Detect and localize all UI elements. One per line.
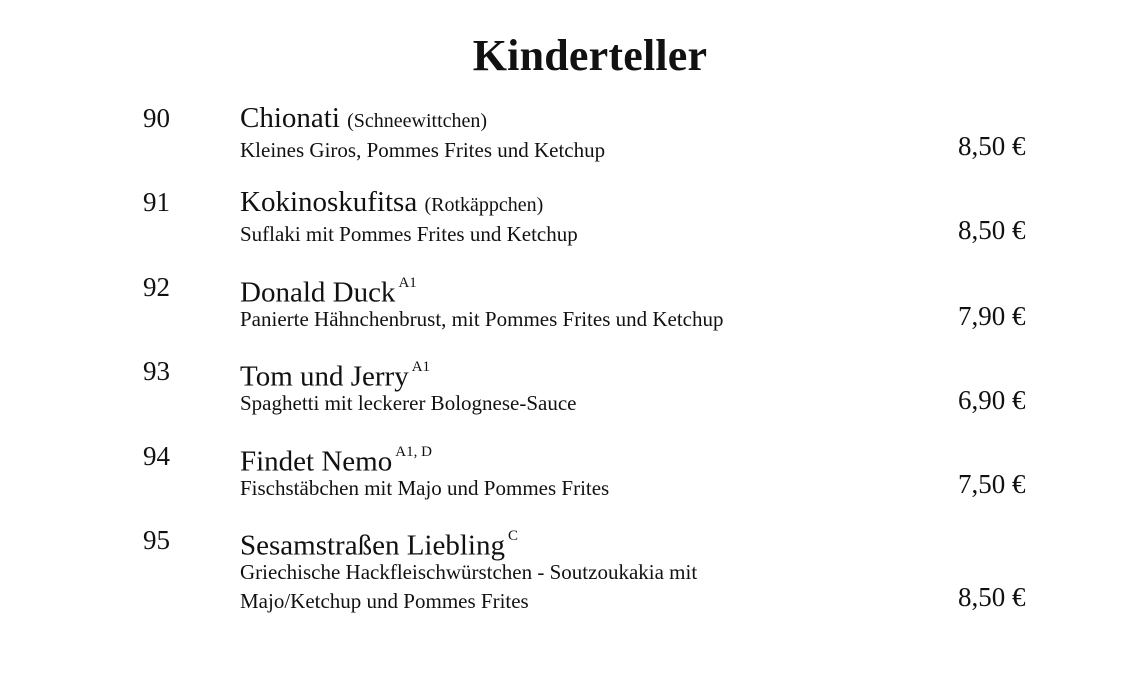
item-description: Fischstäbchen mit Majo und Pommes Frites [240, 476, 610, 500]
menu-title: Kinderteller [472, 31, 708, 80]
item-description: Spaghetti mit leckerer Bolognese-Sauce [240, 391, 577, 415]
item-description: Panierte Hähnchenbrust, mit Pommes Frites und Ketchup [240, 307, 724, 331]
item-name-line [240, 187, 543, 220]
item-name-line [240, 103, 487, 136]
item-name: Donald Duck [240, 276, 396, 309]
item-allergens: C [507, 528, 518, 544]
item-name-line [240, 441, 432, 477]
item-name-line [240, 356, 430, 392]
item-number: 91 [143, 187, 170, 217]
item-price: 7,50 € [958, 469, 1026, 499]
item-price: 6,90 € [958, 385, 1026, 415]
item-number: 93 [143, 356, 170, 386]
item-name: Chionati [240, 102, 340, 134]
item-name: Findet Nemo [240, 445, 393, 478]
item-allergens: A1 [398, 275, 417, 291]
item-number: 94 [143, 441, 170, 471]
item-name: Tom und Jerry [240, 360, 409, 393]
item-allergens: A1, D [395, 444, 432, 460]
item-name: Kokinoskufitsa [240, 186, 418, 218]
item-price: 8,50 € [958, 582, 1026, 612]
item-name-line [240, 272, 417, 308]
item-subtitle: (Rotkäppchen) [424, 194, 544, 216]
item-allergens: A1 [411, 359, 431, 375]
item-number: 95 [143, 525, 170, 555]
item-description: Suflaki mit Pommes Frites und Ketchup [240, 222, 578, 246]
item-name-line [240, 525, 518, 561]
item-name: Sesamstraßen Liebling [240, 529, 505, 562]
item-number: 92 [143, 272, 170, 302]
item-description: Griechische Hackfleischwürstchen - Soutzoukakia mit Majo/Ketchup und Pommes Frites [240, 560, 698, 613]
item-number: 90 [143, 103, 170, 133]
item-description: Kleines Giros, Pommes Frites und Ketchup [240, 138, 606, 162]
item-subtitle: (Schneewittchen) [347, 110, 488, 132]
item-price: 8,50 € [958, 215, 1026, 245]
item-price: 7,90 € [958, 301, 1026, 331]
item-price: 8,50 € [958, 131, 1026, 161]
